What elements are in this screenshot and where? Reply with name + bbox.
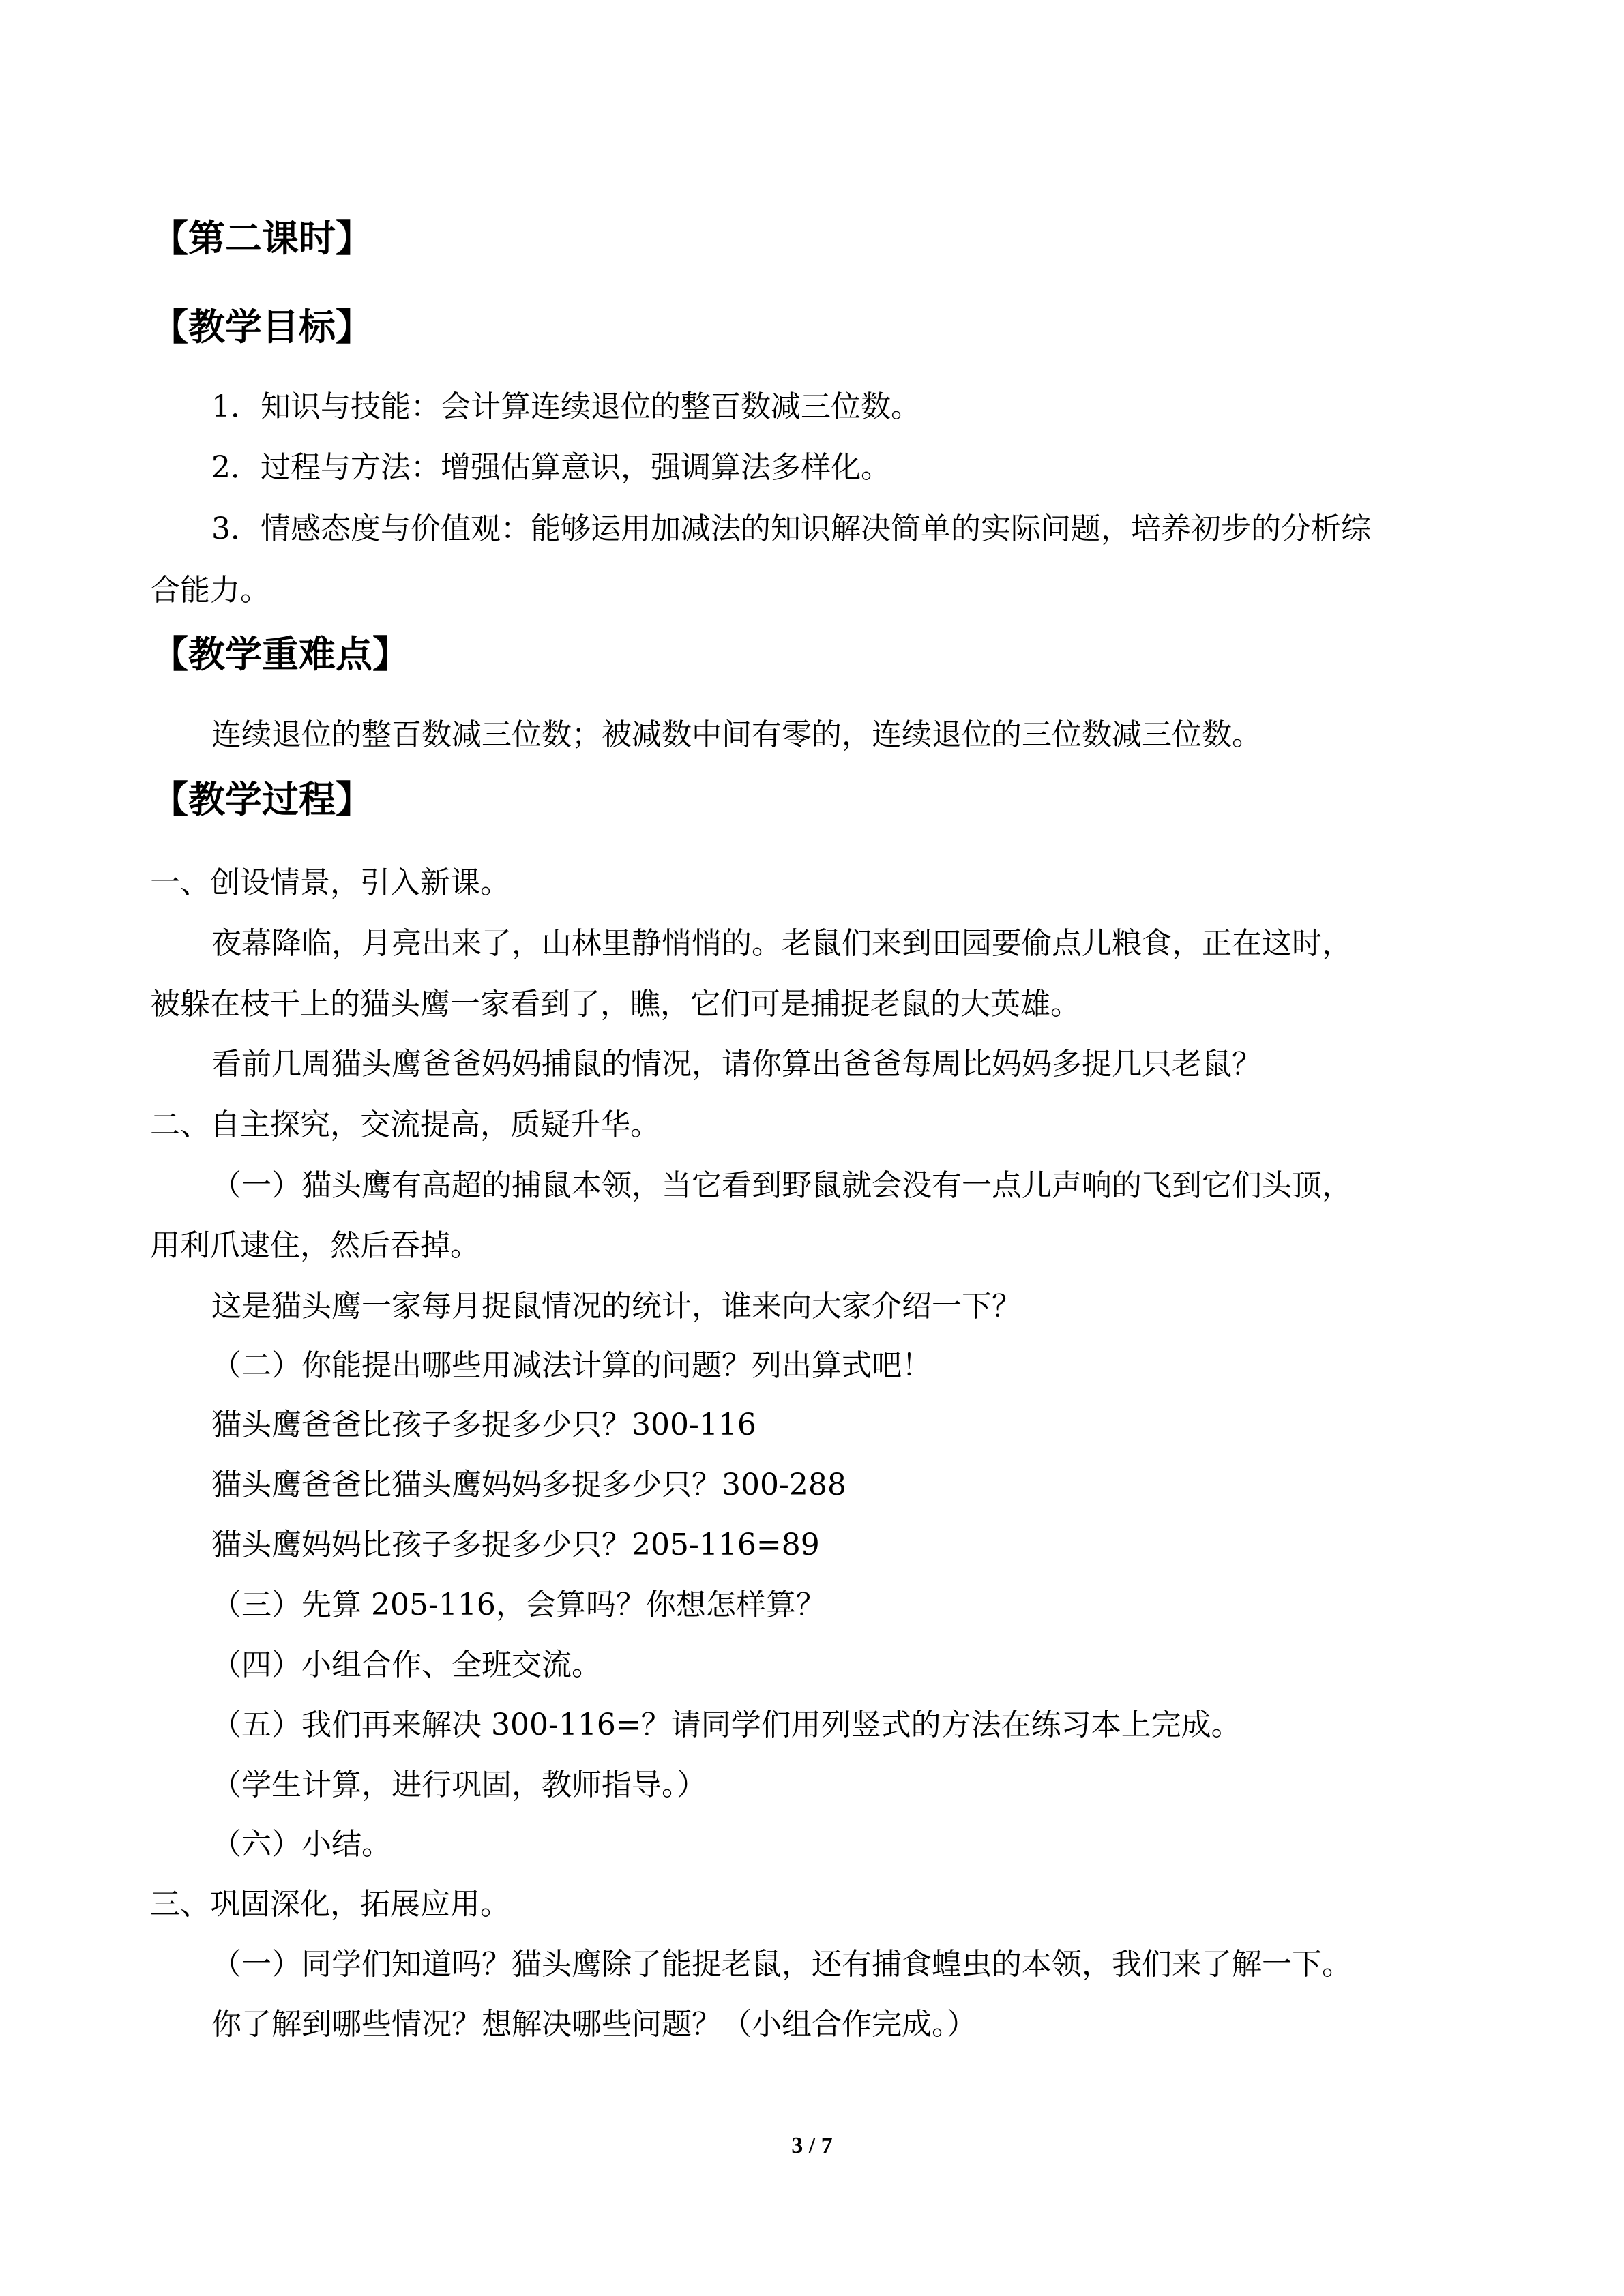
key-points-heading: 【教学重难点】	[151, 633, 409, 676]
section-2-item-4: （四）小组合作、全班交流。	[211, 1648, 602, 1682]
objective-item-1: 1．知识与技能：会计算连续退位的整百数减三位数。	[211, 389, 921, 424]
section-2-intro: 这是猫头鹰一家每月捉鼠情况的统计，谁来向大家介绍一下？	[211, 1289, 1022, 1324]
key-points-text: 连续退位的整百数减三位数；被减数中间有零的，连续退位的三位数减三位数。	[211, 717, 1262, 752]
paragraph-1-line-2: 被躲在枝干上的猫头鹰一家看到了，瞧，它们可是捕捉老鼠的大英雄。	[150, 987, 1080, 1022]
objectives-heading: 【教学目标】	[151, 305, 372, 348]
section-3-item-1: （一）同学们知道吗？猫头鹰除了能捉老鼠，还有捕食蝗虫的本领，我们来了解一下。	[211, 1947, 1352, 1982]
section-3-question: 你了解到哪些情况？想解决哪些问题？（小组合作完成。）	[211, 2007, 977, 2042]
section-2-title: 二、自主探究，交流提高，质疑升华。	[150, 1107, 660, 1142]
section-2-item-3: （三）先算 205-116，会算吗？你想怎样算？	[211, 1587, 826, 1622]
section-2-note: （学生计算，进行巩固，教师指导。）	[211, 1768, 707, 1802]
question-3: 猫头鹰妈妈比孩子多捉多少只？205-116=89	[211, 1527, 820, 1562]
paragraph-1-line-1: 夜幕降临，月亮出来了，山林里静悄悄的。老鼠们来到田园要偷点儿粮食，正在这时，	[211, 926, 1352, 961]
objective-item-3-line-2: 合能力。	[150, 573, 270, 608]
section-1-title: 一、创设情景，引入新课。	[150, 865, 510, 900]
section-2-item-1-line-1: （一）猫头鹰有高超的捕鼠本领，当它看到野鼠就会没有一点儿声响的飞到它们头顶，	[211, 1168, 1352, 1203]
objective-item-2: 2．过程与方法：增强估算意识，强调算法多样化。	[211, 450, 891, 485]
question-1: 猫头鹰爸爸比孩子多捉多少只？300-116	[211, 1407, 756, 1442]
lesson-heading: 【第二课时】	[151, 217, 372, 260]
process-heading: 【教学过程】	[151, 778, 372, 821]
section-2-item-6: （六）小结。	[211, 1827, 392, 1862]
section-2-item-2: （二）你能提出哪些用减法计算的问题？列出算式吧！	[211, 1348, 932, 1383]
section-2-item-5: （五）我们再来解决 300-116=？请同学们用列竖式的方法在练习本上完成。	[211, 1708, 1241, 1742]
section-3-title: 三、巩固深化，拓展应用。	[150, 1887, 510, 1922]
question-2: 猫头鹰爸爸比猫头鹰妈妈多捉多少只？300-288	[211, 1467, 846, 1502]
page-number: 3 / 7	[791, 2133, 833, 2158]
objective-item-3-line-1: 3．情感态度与价值观：能够运用加减法的知识解决简单的实际问题，培养初步的分析综	[211, 511, 1371, 546]
section-2-item-1-line-2: 用利爪逮住，然后吞掉。	[150, 1228, 480, 1263]
paragraph-2: 看前几周猫头鹰爸爸妈妈捕鼠的情况，请你算出爸爸每周比妈妈多捉几只老鼠？	[211, 1047, 1262, 1082]
